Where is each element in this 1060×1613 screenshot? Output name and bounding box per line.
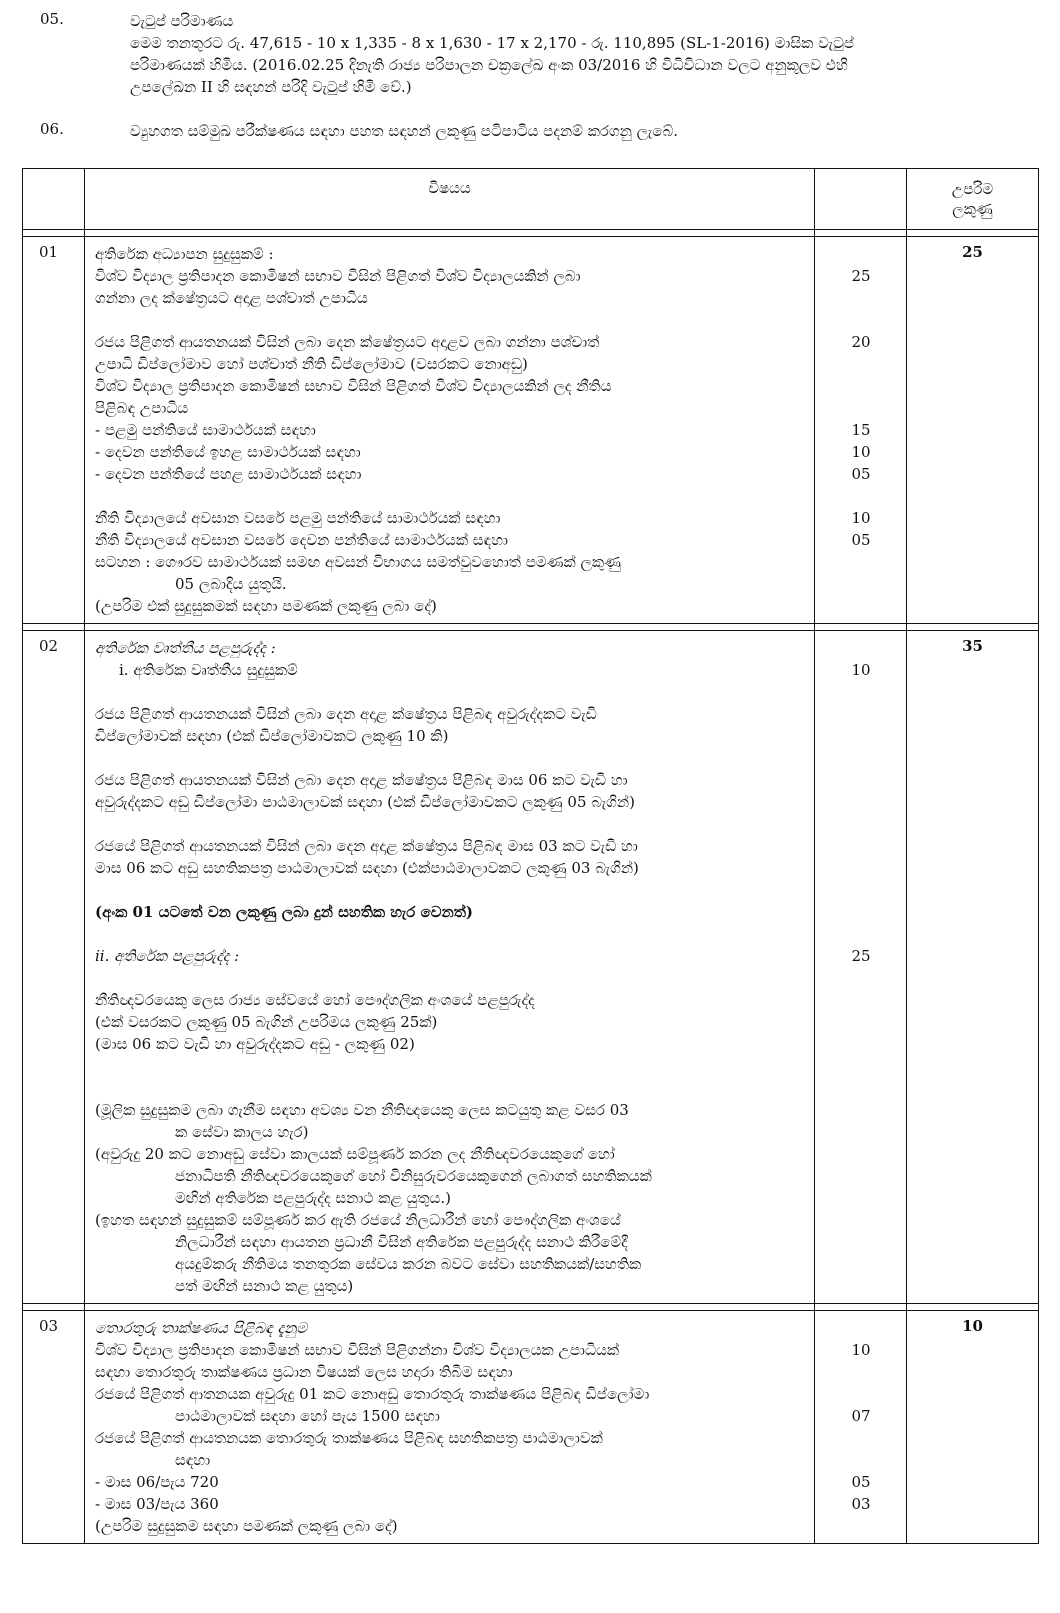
row-max-marks: 10	[907, 1311, 1039, 1544]
criteria-line: (ඉහත සඳහන් සුදුසුකම් සම්පූර්ණ කර ඇති රජයේ නිලධාරීන් හෝ පෞද්ගලික අංශයේ	[95, 1211, 621, 1229]
criteria-line: ගන්නා ලද ක්ෂේත්‍රයට අදාළ පශ්චාත් උපාධිය	[95, 289, 368, 307]
criteria-line: පත් මඟින් සනාථ කළ යුතුය)	[175, 1277, 354, 1295]
section-number: 05.	[40, 10, 64, 28]
points-value: 25	[851, 267, 871, 285]
header-points	[815, 169, 907, 230]
points-value: 20	[851, 333, 871, 351]
criteria-line: නීති විද්‍යාලයේ අවසාන වසරේ දෙවන පන්තියේ සාමාර්ථයක් සඳහා	[95, 531, 508, 549]
row-max-marks: 35	[907, 631, 1039, 1304]
criteria-line: මාස 06 කට අඩු සහතිකපත්‍ර පාඨමාලාවක් සඳහා (එක්පාඨමාලාවකට ලකුණු 03 බැගින්)	[95, 859, 639, 877]
points-value: 10	[851, 1341, 871, 1359]
criteria-line: 05 ලබාදිය යුතුයි.	[175, 575, 287, 593]
criteria-line: ඩිප්ලෝමාවක් සඳහා (එක් ඩිප්ලෝමාවකට ලකුණු 10 කි)	[95, 727, 449, 745]
criteria-line: (අවුරුදු 20 කට නොඅඩු සේවා කාලයක් සම්පූර්ණ කරන ලද නීතිඥවරයෙකුගේ හෝ	[95, 1145, 615, 1163]
points-value: 15	[851, 421, 871, 439]
criteria-line	[95, 967, 804, 989]
criteria-line: විශ්ව විද්‍යාල ප්‍රතිපාදන කොමිෂන් සභාව විසින් පිළිගත් විශ්ව විද්‍යාලයකින් ලබා	[95, 267, 581, 285]
criteria-line: අවුරුද්දකට අඩු ඩිප්ලෝමා පාඨමාලාවක් සඳහා (එක් ඩිප්ලෝමාවකට ලකුණු 05 බැගින්)	[95, 793, 635, 811]
points-value: 10	[851, 443, 871, 461]
criteria-line: රජය පිළිගත් ආයතනයක් විසින් ලබා දෙන අදාළ ක්ෂේත්‍රය පිළිබඳ අවුරුද්දකට වැඩි	[95, 705, 597, 723]
criteria-line: සඳහා	[175, 1451, 211, 1469]
table-body	[23, 237, 1039, 1544]
criteria-line	[95, 747, 804, 769]
criteria-line: පිළිබඳ උපාධිය	[95, 399, 189, 417]
row-number: 01	[23, 237, 85, 624]
points-value: 10	[851, 509, 871, 527]
criteria-line: විශ්ව විද්‍යාල ප්‍රතිපාදන කොමිෂන් සභාව විසින් පිළිගන්නා විශ්ව විද්‍යාලයක උපාධියක්	[95, 1341, 620, 1359]
criteria-line: අතිරේක අධ්‍යාපන සුදුසුකම් :	[95, 245, 274, 263]
header-max-line2: ලකුණු	[952, 200, 993, 218]
criteria-line: (මූලික සුදුසුකම ලබා ගැනීම සඳහා අවශ්‍ය වන නීතිඥයෙකු ලෙස කටයුතු කළ වසර 03	[95, 1101, 629, 1119]
points-value: 05	[851, 531, 871, 549]
points-value: 10	[851, 661, 871, 679]
row-points	[815, 1311, 907, 1544]
table-row	[23, 1311, 1039, 1544]
criteria-line: - මාස 06/පැය 720	[95, 1473, 219, 1491]
spacer-row	[23, 624, 1039, 631]
header-subject: විෂයය	[85, 169, 815, 230]
header-number	[23, 169, 85, 230]
row-number: 03	[23, 1311, 85, 1544]
criteria-line	[95, 681, 804, 703]
table-row	[23, 631, 1039, 1304]
header-max-marks	[907, 169, 1039, 230]
row-subject	[85, 1311, 815, 1544]
criteria-line: රජයේ පිළිගත් ආයතනයක් විසින් ලබා දෙන අදාළ ක්ෂේත්‍රය පිළිබඳ මාස 03 කට වැඩි හා	[95, 837, 638, 855]
points-value: 05	[851, 1473, 871, 1491]
criteria-line: තොරතුරු තාක්ෂණය පිළිබඳ දැනුම	[95, 1319, 308, 1337]
section-body	[130, 10, 1030, 98]
criteria-line	[95, 1055, 804, 1077]
row-subject	[85, 237, 815, 624]
criteria-line: රජය පිළිගත් ආයතනයක් විසින් ලබා දෙන අදාළ ක්ෂේත්‍රය පිළිබඳ මාස 06 කට වැඩි හා	[95, 771, 628, 789]
criteria-line: අතිරේක වෘත්තීය පළපුරුද්ද :	[95, 639, 276, 657]
criteria-line	[95, 309, 804, 331]
criteria-line: - පළමු පන්තියේ සාමාර්ථයක් සඳහා	[95, 421, 316, 439]
criteria-line: සටහන : ගෞරව සාමාර්ථයක් සමඟ අවසන් විභාගය සමත්වුවහොත් පමණක් ලකුණු	[95, 553, 621, 571]
criteria-line: (උපරිම එක් සුදුසුකමක් සඳහා පමණක් ලකුණු ලබා දේ)	[95, 597, 437, 615]
criteria-line: මඟින් අතිරේක පළපුරුද්ද සනාථ කළ යුතුය.)	[175, 1189, 451, 1207]
table-header-row	[23, 169, 1039, 230]
criteria-line: විශ්ව විද්‍යාල ප්‍රතිපාදන කොමිෂන් සභාව විසින් පිළිගත් විශ්ව විද්‍යාලයකින් ලද නීතිය	[95, 377, 612, 395]
criteria-line	[95, 923, 804, 945]
section-number: 06.	[40, 120, 64, 138]
criteria-line: (අංක 01 යටතේ වන ලකුණු ලබා දුන් සහතික හැර වෙනත්)	[95, 903, 474, 921]
points-value: 05	[851, 465, 871, 483]
criteria-line: නිලධාරීන් සඳහා ආයතන ප්‍රධානී විසින් අතිරේක පළපුරුද්ද සනාථ කිරීමේදී	[175, 1233, 628, 1251]
points-value: 25	[851, 947, 871, 965]
row-points	[815, 237, 907, 624]
section-line: උපලේඛන II හි සඳහන් පරිදි වැටුප් හිමි වේ.)	[130, 78, 412, 96]
section-line: පරිමාණයක් හිමිය. (2016.02.25 දිනැති රාජ්‍ය පරිපාලන චක්‍රලේඛ අංක 03/2016 හි විධිවිධාන වලට අනුකූලව එහි	[130, 56, 848, 74]
criteria-line: ii. අතිරේක පළපුරුද්ද :	[95, 947, 240, 965]
criteria-line: රජයේ පිළිගත් ආයතනයක තොරතුරු තාක්ෂණය පිළිබඳ සහතිකපත්‍ර පාඨමාලාවක්	[95, 1429, 603, 1447]
criteria-line: රජය පිළිගත් ආයතනයක් විසින් ලබා දෙන ක්ෂේත්‍රයට අදාළව ලබා ගන්නා පශ්චාත්	[95, 333, 600, 351]
criteria-line: ක සේවා කාලය හැර)	[175, 1123, 309, 1141]
criteria-line: (එක් වසරකට ලකුණු 05 බැගින් උපරිමය ලකුණු 25ක්)	[95, 1013, 438, 1031]
points-value: 03	[851, 1495, 871, 1513]
marking-scheme-table	[22, 168, 1039, 1544]
table-row	[23, 237, 1039, 624]
row-points	[815, 631, 907, 1304]
section-text: ව්‍යුහගත සම්මුඛ පරීක්ෂණය සඳහා පහත සඳහන් ලකුණු පටිපාටිය පදනම් කරගනු ලැබේ.	[130, 122, 678, 140]
criteria-line	[95, 485, 804, 507]
criteria-line: - මාස 03/පැය 360	[95, 1495, 219, 1513]
criteria-line: උපාධි ඩිප්ලෝමාව හෝ පශ්චාත් නීති ඩිප්ලෝමාව (වසරකට නොඅඩු)	[95, 355, 528, 373]
criteria-line: රජයේ පිළිගත් ආතනයක අවුරුදු 01 කට නොඅඩු තොරතුරු තාක්ෂණය පිළිබඳ ඩිප්ලෝමා	[95, 1385, 650, 1403]
criteria-line: නීතිඥවරයෙකු ලෙස රාජ්‍ය සේවයේ හෝ පෞද්ගලික අංශයේ පළපුරුද්ද	[95, 991, 535, 1009]
criteria-line: - දෙවන පන්තියේ ඉහළ සාමාර්ථයක් සඳහා	[95, 443, 361, 461]
header-max-line1: උපරිම	[951, 180, 994, 198]
criteria-line: i. අතිරේක වෘත්තීය සුදුසුකම්	[119, 661, 298, 679]
criteria-line	[95, 879, 804, 901]
spacer-row	[23, 230, 1039, 237]
row-subject	[85, 631, 815, 1304]
section-body	[130, 120, 1030, 142]
criteria-line: (උපරිම සුදුසුකම සඳහා පමණක් ලකුණු ලබා දේ)	[95, 1517, 398, 1535]
section-title: වැටුප් පරිමාණය	[130, 12, 234, 30]
points-value: 07	[851, 1407, 871, 1425]
row-number: 02	[23, 631, 85, 1304]
criteria-line: නීති විද්‍යාලයේ අවසාන වසරේ පළමු පන්තියේ සාමාර්ථයක් සඳහා	[95, 509, 501, 527]
criteria-line: අයදුම්කරු නීතිමය තනතුරක සේවය කරන බවට සේවා සහතිකයක්/සහතික	[175, 1255, 642, 1273]
criteria-line: ජනාධිපති නීතිඥවරයෙකුගේ හෝ විනිසුරුවරයෙකුගෙන් ලබාගත් සහතිකයක්	[175, 1167, 652, 1185]
criteria-line: පාඨමාලාවක් සඳහා හෝ පැය 1500 සඳහා	[175, 1407, 440, 1425]
criteria-line: - දෙවන පන්තියේ පහළ සාමාර්ථයක් සඳහා	[95, 465, 362, 483]
criteria-line: (මාස 06 කට වැඩි හා අවුරුද්දකට අඩු - ලකුණු 02)	[95, 1035, 415, 1053]
row-max-marks: 25	[907, 237, 1039, 624]
criteria-line	[95, 1077, 804, 1099]
criteria-line	[95, 813, 804, 835]
section-line: මෙම තනතුරට රු. 47,615 - 10 x 1,335 - 8 x 1,630 - 17 x 2,170 - රු. 110,895 (SL-1-2016) මාසික වැටුප්	[130, 34, 855, 52]
spacer-row	[23, 1304, 1039, 1311]
criteria-line: සඳහා තොරතුරු තාක්ෂණය ප්‍රධාන විෂයක් ලෙස හදාරා තිබීම සඳහා	[95, 1363, 513, 1381]
